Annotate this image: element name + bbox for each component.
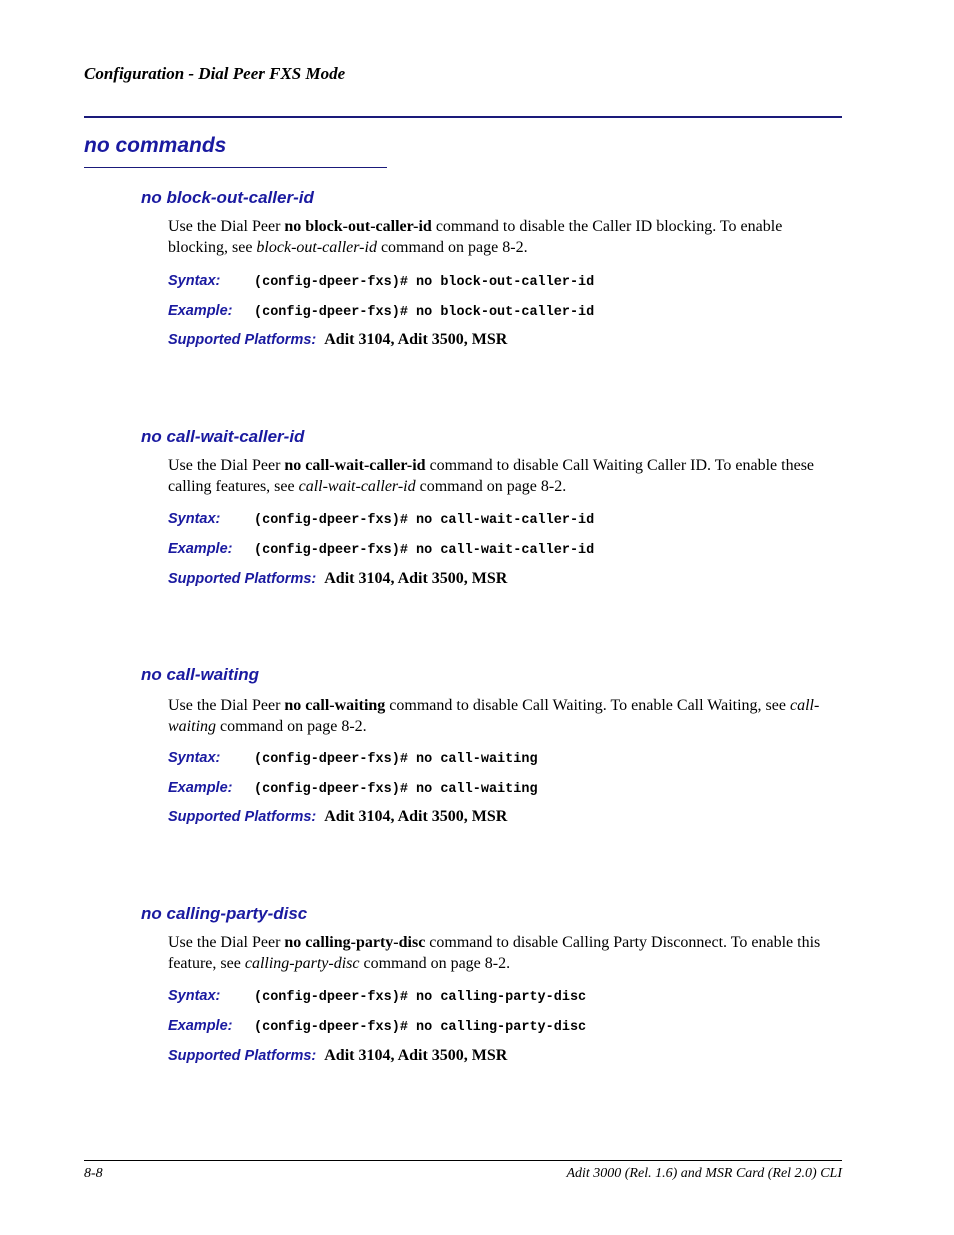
platforms-row xyxy=(168,1047,507,1065)
syntax-code: (config-dpeer-fxs)# no block-out-caller-id xyxy=(254,275,595,290)
page-number: 8-8 xyxy=(84,1166,103,1181)
platforms-value: Adit 3104, Adit 3500, MSR xyxy=(324,570,508,587)
example-row xyxy=(168,302,594,320)
syntax-code: (config-dpeer-fxs)# no call-wait-caller-id xyxy=(254,513,595,528)
platforms-row xyxy=(168,808,507,826)
syntax-label: Syntax: xyxy=(168,750,221,766)
platforms-row xyxy=(168,331,507,349)
command-description: Use the Dial Peer no call-wait-caller-id command to disable Call Waiting Caller ID. To enable these calling features, see call-wait-caller-id command on page 8-2. xyxy=(168,457,815,495)
syntax-row xyxy=(168,272,594,290)
example-row xyxy=(168,1017,586,1035)
example-label: Example: xyxy=(168,780,233,796)
example-code: (config-dpeer-fxs)# no calling-party-disc xyxy=(254,1020,587,1035)
command-description: Use the Dial Peer no block-out-caller-id command to disable the Caller ID blocking. To enable blocking, see block-out-caller-id command on page 8-2. xyxy=(168,218,783,256)
platforms-value: Adit 3104, Adit 3500, MSR xyxy=(324,808,508,825)
example-row xyxy=(168,779,538,797)
platforms-value: Adit 3104, Adit 3500, MSR xyxy=(324,1047,508,1064)
command-title: no call-waiting xyxy=(141,665,260,684)
command-title: no call-wait-caller-id xyxy=(141,427,305,446)
example-label: Example: xyxy=(168,541,233,557)
command-name: no call-wait-caller-id xyxy=(284,457,426,474)
syntax-row xyxy=(168,749,538,767)
example-code: (config-dpeer-fxs)# no call-wait-caller-id xyxy=(254,543,595,558)
platforms-label: Supported Platforms: xyxy=(168,571,317,587)
cross-reference: calling-party-disc xyxy=(244,954,360,972)
document-title: Adit 3000 (Rel. 1.6) and MSR Card (Rel 2.0) CLI xyxy=(566,1166,842,1181)
command-name: no block-out-caller-id xyxy=(284,218,432,235)
command-name: no calling-party-disc xyxy=(284,934,426,951)
cross-reference: call-wait-caller-id xyxy=(298,477,416,495)
section-title-underline xyxy=(84,167,387,168)
syntax-label: Syntax: xyxy=(168,273,221,289)
syntax-row xyxy=(168,510,594,528)
example-code: (config-dpeer-fxs)# no block-out-caller-id xyxy=(254,305,595,320)
platforms-label: Supported Platforms: xyxy=(168,332,317,348)
cross-reference: block-out-caller-id xyxy=(256,238,377,256)
header-divider xyxy=(84,116,842,118)
syntax-code: (config-dpeer-fxs)# no calling-party-disc xyxy=(254,990,587,1005)
syntax-code: (config-dpeer-fxs)# no call-waiting xyxy=(254,752,538,767)
platforms-label: Supported Platforms: xyxy=(168,1048,317,1064)
command-description: Use the Dial Peer no calling-party-disc command to disable Calling Party Disconnect. To enable this feature, see calling-party-disc command on page 8-2. xyxy=(168,934,821,972)
section-title: no commands xyxy=(84,134,227,157)
running-header: Configuration - Dial Peer FXS Mode xyxy=(84,64,346,83)
cross-reference: call-waiting xyxy=(168,697,820,735)
command-title: no calling-party-disc xyxy=(141,904,308,923)
platforms-value: Adit 3104, Adit 3500, MSR xyxy=(324,331,508,348)
command-description: Use the Dial Peer no call-waiting command to disable Call Waiting. To enable Call Waiting, see call-waiting command on page 8-2. xyxy=(168,697,820,735)
command-name: no call-waiting xyxy=(284,697,386,714)
command-title: no block-out-caller-id xyxy=(141,188,314,207)
example-label: Example: xyxy=(168,303,233,319)
example-row xyxy=(168,540,594,558)
footer-divider xyxy=(84,1160,842,1161)
syntax-label: Syntax: xyxy=(168,511,221,527)
example-code: (config-dpeer-fxs)# no call-waiting xyxy=(254,782,538,797)
syntax-label: Syntax: xyxy=(168,988,221,1004)
example-label: Example: xyxy=(168,1018,233,1034)
syntax-row xyxy=(168,987,586,1005)
platforms-label: Supported Platforms: xyxy=(168,809,317,825)
platforms-row xyxy=(168,570,507,588)
